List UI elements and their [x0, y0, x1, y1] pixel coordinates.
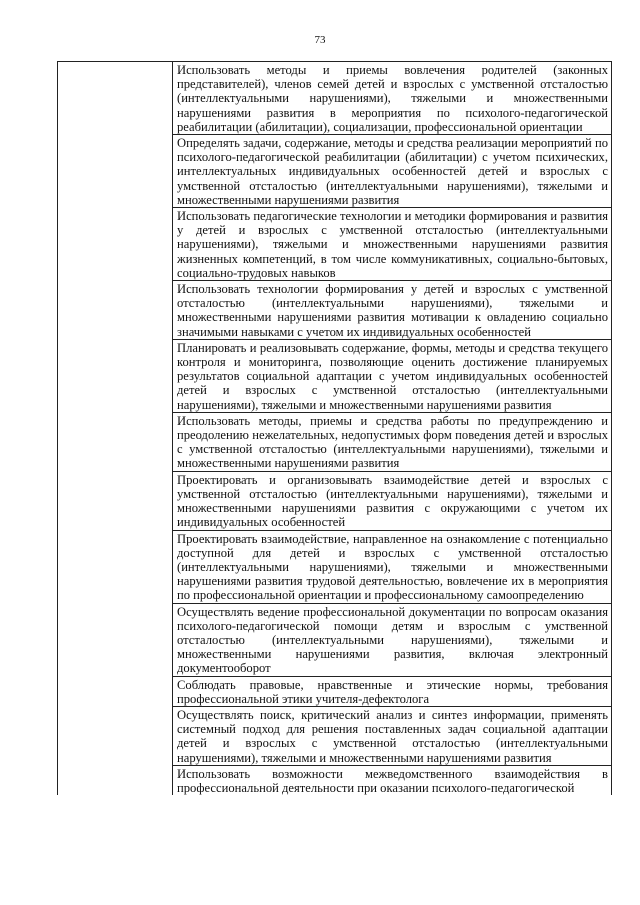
table-row: Использовать педагогические технологии и методики формирования и развития у детей и взрослых с умственной отсталостью (интеллектуальными нарушениями), тяжелыми и множественными нарушениями развития жизненных компетенций, в том числе коммуникативных, социально-бытовых, социально-трудовых навыков	[173, 208, 611, 281]
table-row: Использовать возможности межведомственного взаимодействия в профессиональной деятельности при оказании психолого-педагогической	[177, 766, 608, 795]
table-left-column	[58, 62, 173, 795]
table-row: Проектировать взаимодействие, направленное на ознакомление с потенциально доступной для детей и взрослых с умственной отсталостью (интеллектуальными нарушениями), тяжелыми и множественными нарушениями развития трудовой деятельностью, вовлечение их в мероприятия по профессиональной ориентации и профессиональному самоопределению	[173, 531, 611, 604]
page-number: 73	[314, 34, 326, 46]
table-row: Определять задачи, содержание, методы и средства реализации мероприятий по психолого-педагогической реабилитации (абилитации) с учетом психических, интеллектуальных индивидуальных особенностей детей и взрослых с умственной отсталостью (интеллектуальными нарушениями), тяжелыми и множественными нарушениями развития	[173, 135, 611, 208]
table-row: Планировать и реализовывать содержание, формы, методы и средства текущего контроля и мониторинга, позволяющие оценить достижение планируемых результатов социальной адаптации с учетом индивидуальных особенностей детей и взрослых с умственной отсталостью (интеллектуальными нарушениями), тяжелыми и множественными нарушениями развития	[173, 340, 611, 413]
table-row: Осуществлять ведение профессиональной документации по вопросам оказания психолого-педагогической помощи детям и взрослым с умственной отсталостью (интеллектуальными нарушениями), тяжелыми и множественными нарушениями развития, включая электронный документооборот	[173, 604, 611, 677]
table-row: Использовать методы, приемы и средства работы по предупреждению и преодолению нежелательных, недопустимых форм поведения детей и взрослых с умственной отсталостью (интеллектуальными нарушениями), тяжелыми и множественными нарушениями развития	[173, 413, 611, 472]
table-row: Использовать методы и приемы вовлечения родителей (законных представителей), членов семей детей и взрослых с умственной отсталостью (интеллектуальными нарушениями), тяжелыми и множественными нарушениями развития в мероприятия по психолого-педагогической реабилитации (абилитации), социализации, профессиональной ориентации	[173, 62, 611, 135]
skills-table	[57, 61, 612, 795]
table-row: Проектировать и организовывать взаимодействие детей и взрослых с умственной отсталостью (интеллектуальными нарушениями), тяжелыми и множественными нарушениями развития с окружающими с учетом их индивидуальных особенностей	[173, 472, 611, 531]
table-row: Соблюдать правовые, нравственные и этические нормы, требования профессиональной этики учителя-дефектолога	[173, 677, 611, 707]
table-right-column	[173, 62, 611, 795]
table-row: Осуществлять поиск, критический анализ и синтез информации, применять системный подход для решения поставленных задач социальной адаптации детей и взрослых с умственной отсталостью (интеллектуальными нарушениями), тяжелыми и множественными нарушениями развития	[173, 707, 611, 766]
table-row: Использовать технологии формирования у детей и взрослых с умственной отсталостью (интеллектуальными нарушениями), тяжелыми и множественными нарушениями развития мотивации к овладению социально значимыми навыками с учетом их индивидуальных особенностей	[173, 281, 611, 340]
